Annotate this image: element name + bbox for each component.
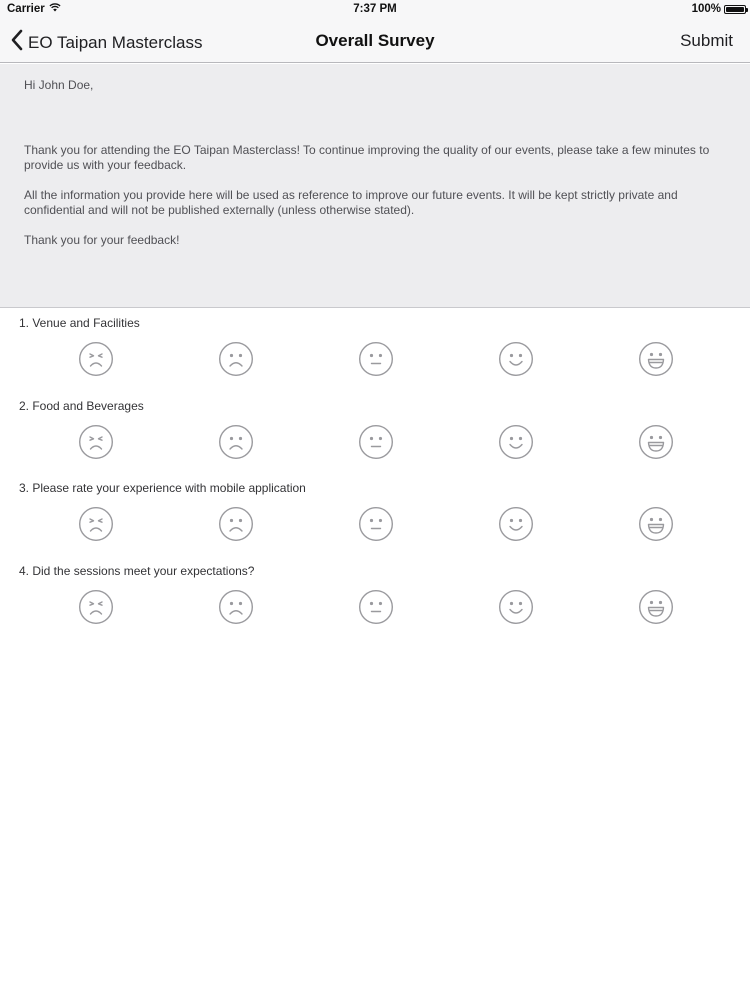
survey-question (0, 308, 750, 391)
carrier-label: Carrier (7, 3, 45, 15)
neutral-face-icon (358, 589, 394, 625)
navigation-bar (0, 20, 750, 63)
angry-face-rating-button[interactable] (78, 341, 114, 377)
status-time: 7:37 PM (353, 3, 397, 15)
smile-face-rating-button[interactable] (498, 424, 534, 460)
chevron-left-icon (10, 29, 24, 56)
angry-face-icon (78, 506, 114, 542)
survey-intro (0, 64, 750, 308)
greeting-text: Hi John Doe, (24, 78, 94, 92)
angry-face-rating-button[interactable] (78, 424, 114, 460)
neutral-face-icon (358, 341, 394, 377)
grin-face-icon (638, 424, 674, 460)
question-label: 3. Please rate your experience with mobile application (19, 481, 306, 495)
grin-face-icon (638, 589, 674, 625)
status-bar (0, 0, 750, 20)
grin-face-rating-button[interactable] (638, 589, 674, 625)
grin-face-rating-button[interactable] (638, 424, 674, 460)
neutral-face-rating-button[interactable] (358, 424, 394, 460)
rating-row (0, 341, 750, 377)
survey-question (0, 391, 750, 474)
neutral-face-icon (358, 424, 394, 460)
battery-indicator (692, 3, 746, 15)
intro-paragraph: All the information you provide here will be used as reference to improve our future events. It will be kept strictly private and confidential and will not be published externally (unless otherwise stated). (24, 187, 678, 217)
grin-face-icon (638, 506, 674, 542)
page-title: Overall Survey (315, 31, 435, 50)
question-label: 4. Did the sessions meet your expectations? (19, 563, 255, 578)
sad-face-rating-button[interactable] (218, 424, 254, 460)
smile-face-rating-button[interactable] (498, 341, 534, 377)
rating-row (0, 506, 750, 542)
sad-face-icon (218, 341, 254, 377)
smile-face-rating-button[interactable] (498, 506, 534, 542)
angry-face-icon (78, 341, 114, 377)
neutral-face-rating-button[interactable] (358, 506, 394, 542)
angry-face-icon (78, 589, 114, 625)
smile-face-icon (498, 506, 534, 542)
sad-face-icon (218, 424, 254, 460)
battery-icon (724, 5, 746, 14)
grin-face-icon (638, 341, 674, 377)
neutral-face-icon (358, 506, 394, 542)
battery-percent: 100% (691, 3, 721, 15)
rating-row (0, 424, 750, 460)
sad-face-rating-button[interactable] (218, 506, 254, 542)
sad-face-icon (218, 506, 254, 542)
angry-face-rating-button[interactable] (78, 589, 114, 625)
survey-questions (0, 308, 750, 638)
sad-face-rating-button[interactable] (218, 341, 254, 377)
survey-question (0, 556, 750, 639)
angry-face-icon (78, 424, 114, 460)
rating-row (0, 589, 750, 625)
grin-face-rating-button[interactable] (638, 341, 674, 377)
question-label: 2. Food and Beverages (19, 398, 144, 413)
smile-face-icon (498, 424, 534, 460)
sad-face-rating-button[interactable] (218, 589, 254, 625)
neutral-face-rating-button[interactable] (358, 589, 394, 625)
angry-face-rating-button[interactable] (78, 506, 114, 542)
question-label: 1. Venue and Facilities (19, 316, 140, 330)
submit-button[interactable]: Submit (680, 31, 733, 50)
survey-question (0, 473, 750, 556)
smile-face-icon (498, 589, 534, 625)
back-button[interactable] (10, 29, 202, 56)
neutral-face-rating-button[interactable] (358, 341, 394, 377)
intro-paragraph: Thank you for attending the EO Taipan Masterclass! To continue improving the quality of our events, please take a few minutes to provide us with your feedback. (24, 142, 710, 172)
sad-face-icon (218, 589, 254, 625)
back-button-label: EO Taipan Masterclass (28, 32, 203, 52)
smile-face-rating-button[interactable] (498, 589, 534, 625)
grin-face-rating-button[interactable] (638, 506, 674, 542)
smile-face-icon (498, 341, 534, 377)
intro-paragraph: Thank you for your feedback! (24, 232, 180, 247)
